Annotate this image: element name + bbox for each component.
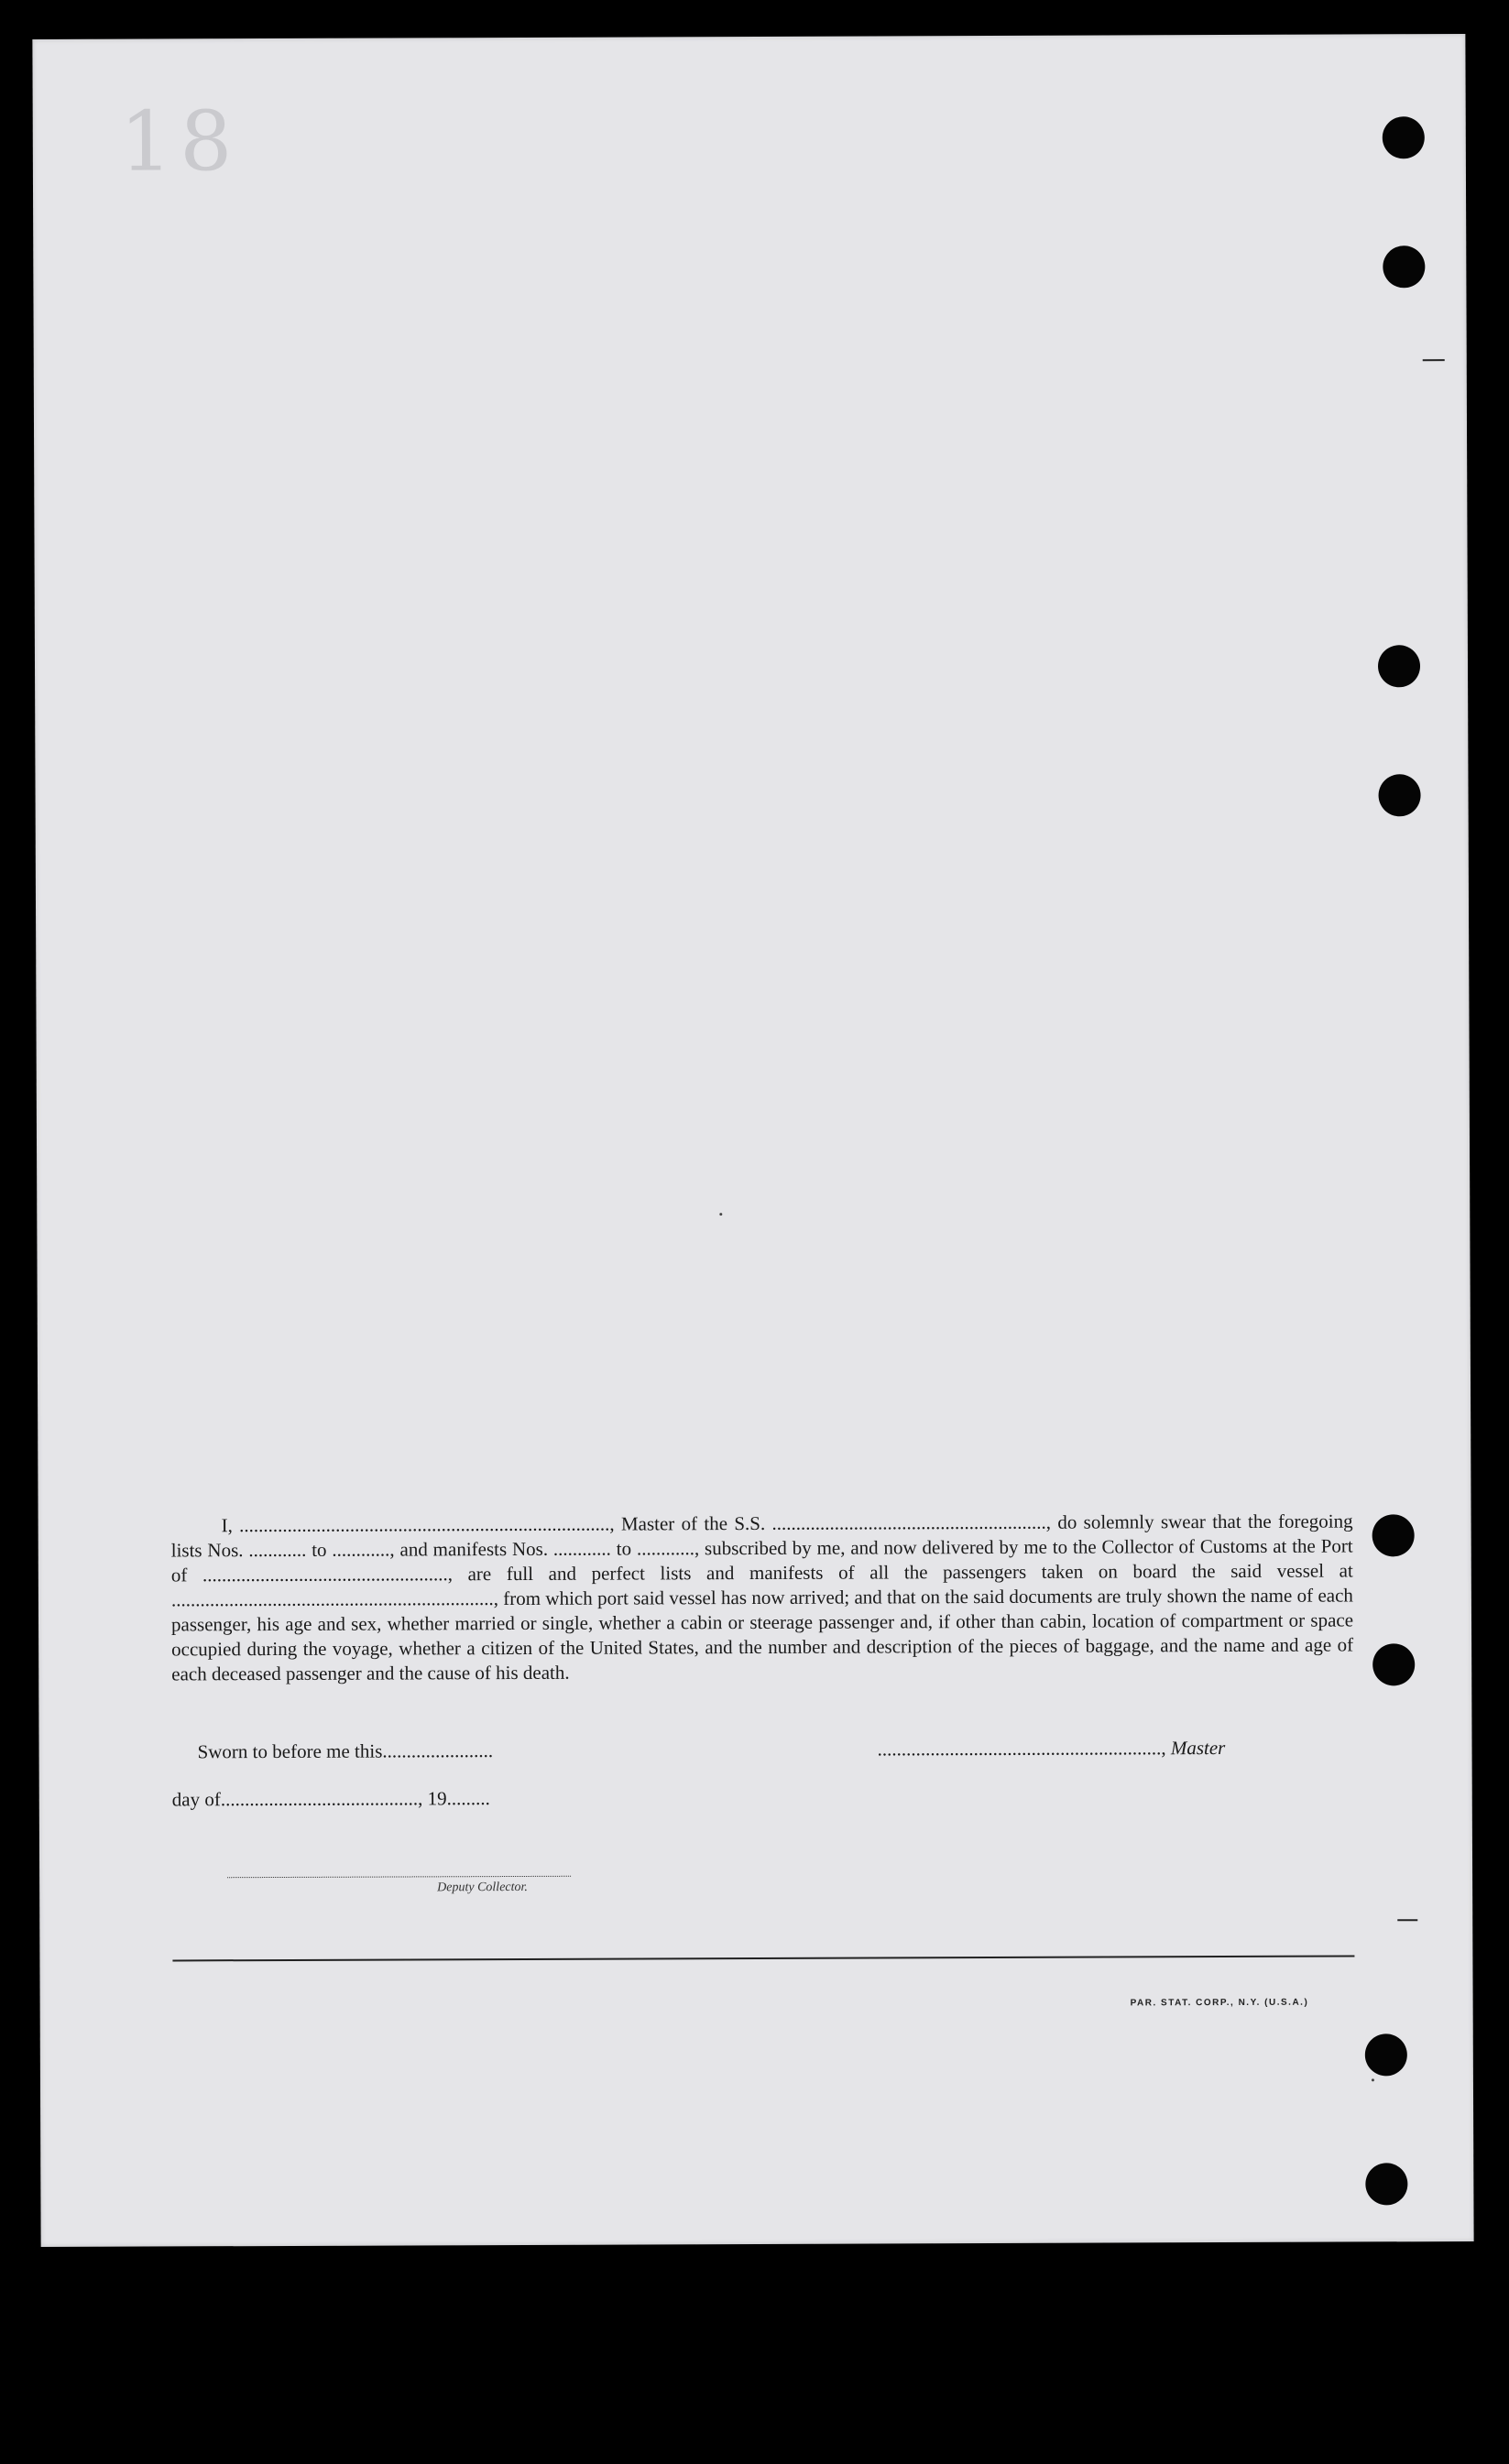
footer-rule	[172, 1955, 1354, 1961]
punch-hole-icon	[1372, 1514, 1415, 1556]
printer-mark: PAR. STAT. CORP., N.Y. (U.S.A.)	[1130, 1997, 1309, 2009]
master-signature-dots: ...........................................................,	[877, 1737, 1166, 1761]
manifest-sheet	[32, 34, 1473, 2247]
punch-hole-icon	[1372, 1643, 1415, 1685]
oath-text: I, ............................................................................., Master of the S.S. ........................................................., do solemnly swear that the foregoing lists Nos. ............ to ............, and manifests Nos. ............ to ............, subscribed by me, and now delivered by me to the Collector of Customs at the Port of ..................................................., are full and perfect lists and manifests of all the passengers taken on board the said vessel at ..................................................................., from which port said vessel has now arrived; and that on the said documents are truly shown the name of each passenger, his age and sex, whether married or single, whether a cabin or steerage passenger and, if other than cabin, location of compartment or space occupied during the voyage, whether a citizen of the United States, and the number and description of the pieces of baggage, and the name and age of each deceased passenger and the cause of his death.	[170, 1510, 1354, 1685]
deputy-signature-line	[227, 1876, 571, 1878]
edge-mark	[1397, 1919, 1417, 1921]
master-label: Master	[1170, 1737, 1226, 1760]
punch-hole-icon	[1365, 2163, 1407, 2205]
speck	[719, 1213, 722, 1216]
punch-hole-icon	[1378, 645, 1420, 687]
speck	[1372, 2078, 1374, 2081]
deputy-collector-label: Deputy Collector.	[437, 1880, 528, 1895]
punch-hole-icon	[1365, 2033, 1407, 2076]
punch-hole-icon	[1383, 116, 1425, 158]
page-number-stamp: 18	[119, 93, 240, 191]
master-oath-paragraph	[171, 1509, 1354, 1686]
sworn-line: Sworn to before me this.......................	[197, 1739, 494, 1763]
punch-hole-icon	[1383, 245, 1425, 288]
edge-mark	[1423, 359, 1445, 361]
day-of-line: day of........................................., 19.........	[171, 1787, 490, 1811]
master-signature-line	[878, 1737, 1226, 1761]
punch-hole-icon	[1378, 774, 1420, 816]
